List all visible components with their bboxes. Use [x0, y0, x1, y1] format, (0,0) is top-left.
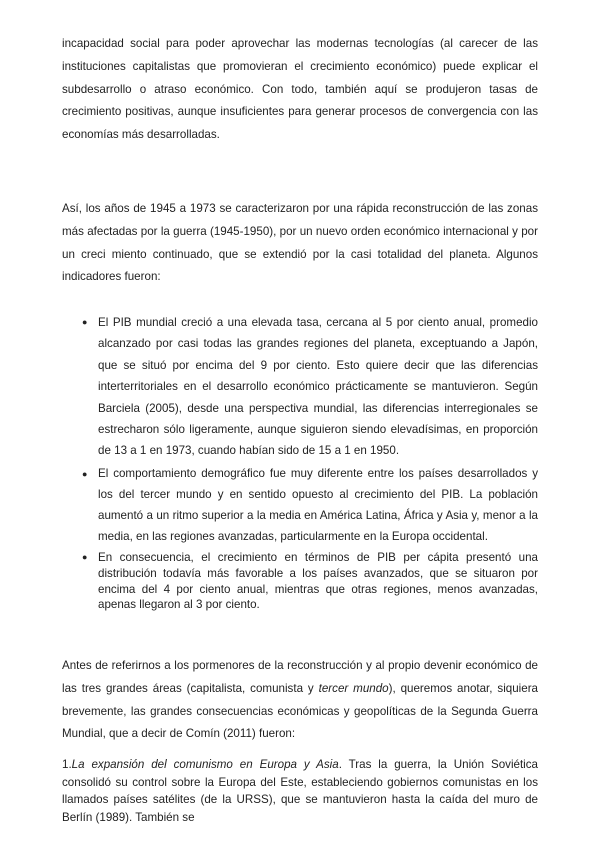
list-item	[62, 464, 538, 548]
paragraph-text: Antes de referirnos a los pormenores de la reconstrucción y al propio devenir económico de las tres grandes áreas (capitalista, comunista y	[62, 659, 538, 695]
paragraph-postwar-growth: Así, los años de 1945 a 1973 se caracterizaron por una rápida reconstrucción de las zonas más afectadas por la guerra (1945-1950), por un nuevo orden económico internacional y por un creci miento continuado, que se extendió por la casi totalidad del planeta. Algunos indicadores fueron:	[62, 202, 538, 284]
paragraph-communism-expansion	[62, 756, 538, 826]
paragraph-consequences-intro	[62, 655, 538, 746]
list-item	[62, 312, 538, 462]
list-item-text: El PIB mundial creció a una elevada tasa, cercana al 5 por ciento anual, promedio alcanzado por casi todas las grandes regiones del planeta, exceptuando a Japón, que se situó por encima del 9 por ciento. Esto quiere decir que las diferencias interterritoriales en el desarrollo económico prácticamente se mantuvieron. Según Barciela (2005), desde una perspectiva mundial, las diferencias interregionales se estrecharon sólo ligeramente, aunque siguieron siendo elevadísimas, en proporción de 13 a 1 en 1973, cuando habían sido de 15 a 1 en 1950.	[98, 316, 538, 458]
item-number: 1.	[62, 758, 72, 771]
italic-term: tercer mundo	[318, 681, 389, 695]
paragraph-underdevelopment: incapacidad social para poder aprovechar las modernas tecnologías (al carecer de las instituciones capitalistas que promovieran el crecimiento económico) puede explicar el subdesarrollo o atraso económico. Con todo, también aquí se produjeron tasas de crecimiento positivas, aunque insuficientes para generar procesos de convergencia con las economías más desarrolladas.	[62, 37, 538, 142]
bullet-icon: ●	[82, 552, 88, 563]
indicators-list	[62, 312, 538, 613]
list-item-text: En consecuencia, el crecimiento en términos de PIB per cápita presentó una distribución todavía más favorable a los países avanzados, que se situaron por encima del 4 por ciento anual, mientras que otras regiones, menos avanzadas, apenas llegaron al 3 por ciento.	[98, 551, 538, 612]
paragraph-text: . Tras la guerra, la Unión Soviética consolidó su control sobre la Europa del Este, estableciendo gobiernos comunistas en los llamados países satélites (de la URSS), que se mantuvieron hasta la caída del muro de Berlín (1989). También se	[62, 758, 539, 824]
bullet-icon: ●	[82, 317, 88, 327]
list-item-text: El comportamiento demográfico fue muy diferente entre los países desarrollados y los del tercer mundo y en sentido opuesto al crecimiento del PIB. La población aumentó a un ritmo superior a la media en América Latina, África y Asia y, menor a la media, en las regiones avanzadas, particularmente en la Europa occidental.	[98, 466, 538, 543]
italic-heading: La expansión del comunismo en Europa y Asia	[71, 758, 339, 771]
list-item	[62, 550, 538, 612]
paragraph-text: ), queremos anotar, siquiera brevemente, las grandes consecuencias económicas y geopolíticas de la Segunda Guerra Mundial, que a decir de Comín (2011) fueron:	[62, 681, 538, 741]
bullet-icon: ●	[82, 468, 88, 479]
